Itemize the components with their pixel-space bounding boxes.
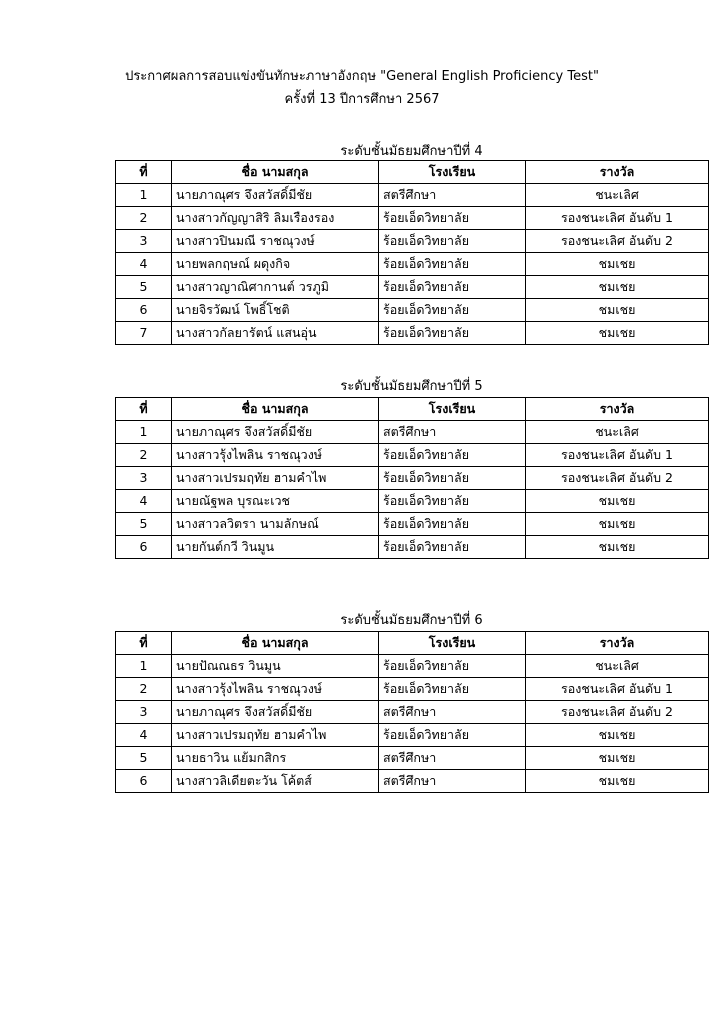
cell-name: นางสาวลิเดียตะวัน โค้ตส์ <box>172 770 379 793</box>
table-row <box>116 253 709 276</box>
table-row <box>116 299 709 322</box>
table-row <box>116 536 709 559</box>
cell-no: 6 <box>116 770 172 793</box>
cell-school: ร้อยเอ็ดวิทยาลัย <box>379 299 526 322</box>
cell-no: 3 <box>116 701 172 724</box>
column-header-award: รางวัล <box>526 161 709 184</box>
column-header-school: โรงเรียน <box>379 632 526 655</box>
column-header-award: รางวัล <box>526 398 709 421</box>
column-header-no: ที่ <box>116 398 172 421</box>
table-row <box>116 322 709 345</box>
cell-name: นายกันต์กวี วินมูน <box>172 536 379 559</box>
column-header-no: ที่ <box>116 632 172 655</box>
results-table-m6 <box>115 631 709 793</box>
cell-award: รองชนะเลิศ อันดับ 1 <box>526 678 709 701</box>
cell-school: ร้อยเอ็ดวิทยาลัย <box>379 276 526 299</box>
cell-award: ชมเชย <box>526 770 709 793</box>
cell-school: ร้อยเอ็ดวิทยาลัย <box>379 467 526 490</box>
column-header-school: โรงเรียน <box>379 161 526 184</box>
cell-award: ชมเชย <box>526 724 709 747</box>
cell-name: นายปัณณธร วินมูน <box>172 655 379 678</box>
cell-school: สตรีศึกษา <box>379 747 526 770</box>
cell-no: 2 <box>116 678 172 701</box>
cell-no: 1 <box>116 421 172 444</box>
cell-school: สตรีศึกษา <box>379 770 526 793</box>
cell-no: 3 <box>116 467 172 490</box>
cell-school: สตรีศึกษา <box>379 184 526 207</box>
column-header-school: โรงเรียน <box>379 398 526 421</box>
cell-no: 1 <box>116 184 172 207</box>
cell-award: ชมเชย <box>526 322 709 345</box>
document-title: ประกาศผลการสอบแข่งขันทักษะภาษาอังกฤษ "General English Proficiency Test" <box>125 69 599 84</box>
table-header-row <box>116 398 709 421</box>
cell-award: ชนะเลิศ <box>526 655 709 678</box>
cell-award: ชนะเลิศ <box>526 184 709 207</box>
table-row <box>116 513 709 536</box>
cell-award: ชมเชย <box>526 536 709 559</box>
table-row <box>116 701 709 724</box>
cell-name: นางสาวรุ้งไพลิน ราชณุวงษ์ <box>172 678 379 701</box>
cell-name: นายภาณุศร จึงสวัสดิ์มีชัย <box>172 701 379 724</box>
table-row <box>116 421 709 444</box>
column-header-name: ชื่อ นามสกุล <box>172 161 379 184</box>
table-header-row <box>116 632 709 655</box>
cell-award: ชมเชย <box>526 276 709 299</box>
cell-award: ชนะเลิศ <box>526 421 709 444</box>
cell-school: ร้อยเอ็ดวิทยาลัย <box>379 230 526 253</box>
section-heading-m5: ระดับชั้นมัธยมศึกษาปีที่ 5 <box>340 379 483 394</box>
document-subtitle: ครั้งที่ 13 ปีการศึกษา 2567 <box>284 92 440 107</box>
cell-school: ร้อยเอ็ดวิทยาลัย <box>379 678 526 701</box>
results-table-m5 <box>115 397 709 559</box>
cell-name: นายณัฐพล บุรณะเวช <box>172 490 379 513</box>
cell-school: ร้อยเอ็ดวิทยาลัย <box>379 490 526 513</box>
cell-no: 2 <box>116 444 172 467</box>
cell-no: 4 <box>116 724 172 747</box>
results-table-m4 <box>115 160 709 345</box>
table-row <box>116 276 709 299</box>
cell-school: สตรีศึกษา <box>379 701 526 724</box>
cell-name: นางสาวกัญญาสิริ ลิมเรืองรอง <box>172 207 379 230</box>
cell-name: นายธาวิน แย้มกสิกร <box>172 747 379 770</box>
cell-no: 1 <box>116 655 172 678</box>
cell-name: นายจิรวัฒน์ โพธิ์โชติ <box>172 299 379 322</box>
cell-school: ร้อยเอ็ดวิทยาลัย <box>379 322 526 345</box>
cell-name: นางสาวลวิตรา นามลักษณ์ <box>172 513 379 536</box>
table-header-row <box>116 161 709 184</box>
cell-award: ชมเชย <box>526 299 709 322</box>
cell-name: นางสาวกัลยารัตน์ แสนอุ่น <box>172 322 379 345</box>
table-row <box>116 490 709 513</box>
cell-no: 6 <box>116 536 172 559</box>
table-row <box>116 655 709 678</box>
cell-school: ร้อยเอ็ดวิทยาลัย <box>379 253 526 276</box>
cell-name: นางสาวเปรมฤทัย ฮามคำไพ <box>172 467 379 490</box>
table-row <box>116 770 709 793</box>
cell-school: สตรีศึกษา <box>379 421 526 444</box>
cell-award: รองชนะเลิศ อันดับ 1 <box>526 444 709 467</box>
cell-no: 5 <box>116 513 172 536</box>
cell-no: 2 <box>116 207 172 230</box>
table-row <box>116 467 709 490</box>
cell-name: นายพลกฤษณ์ ผดุงกิจ <box>172 253 379 276</box>
table-row <box>116 207 709 230</box>
cell-school: ร้อยเอ็ดวิทยาลัย <box>379 444 526 467</box>
cell-name: นายภาณุศร จึงสวัสดิ์มีชัย <box>172 421 379 444</box>
cell-award: รองชนะเลิศ อันดับ 2 <box>526 230 709 253</box>
cell-school: ร้อยเอ็ดวิทยาลัย <box>379 207 526 230</box>
cell-award: รองชนะเลิศ อันดับ 2 <box>526 701 709 724</box>
cell-no: 6 <box>116 299 172 322</box>
column-header-name: ชื่อ นามสกุล <box>172 632 379 655</box>
cell-school: ร้อยเอ็ดวิทยาลัย <box>379 724 526 747</box>
table-row <box>116 724 709 747</box>
section-heading-m6: ระดับชั้นมัธยมศึกษาปีที่ 6 <box>340 613 483 628</box>
table-row <box>116 678 709 701</box>
table-row <box>116 444 709 467</box>
cell-no: 5 <box>116 747 172 770</box>
cell-award: รองชนะเลิศ อันดับ 2 <box>526 467 709 490</box>
cell-award: ชมเชย <box>526 253 709 276</box>
cell-no: 3 <box>116 230 172 253</box>
cell-award: ชมเชย <box>526 490 709 513</box>
cell-award: ชมเชย <box>526 747 709 770</box>
cell-name: นายภาณุศร จึงสวัสดิ์มีชัย <box>172 184 379 207</box>
cell-no: 5 <box>116 276 172 299</box>
column-header-award: รางวัล <box>526 632 709 655</box>
column-header-name: ชื่อ นามสกุล <box>172 398 379 421</box>
cell-no: 7 <box>116 322 172 345</box>
cell-school: ร้อยเอ็ดวิทยาลัย <box>379 655 526 678</box>
table-row <box>116 184 709 207</box>
cell-award: ชมเชย <box>526 513 709 536</box>
column-header-no: ที่ <box>116 161 172 184</box>
cell-no: 4 <box>116 253 172 276</box>
cell-name: นางสาวเปรมฤทัย ฮามคำไพ <box>172 724 379 747</box>
table-row <box>116 230 709 253</box>
cell-school: ร้อยเอ็ดวิทยาลัย <box>379 513 526 536</box>
cell-school: ร้อยเอ็ดวิทยาลัย <box>379 536 526 559</box>
table-row <box>116 747 709 770</box>
section-heading-m4: ระดับชั้นมัธยมศึกษาปีที่ 4 <box>340 144 483 159</box>
cell-award: รองชนะเลิศ อันดับ 1 <box>526 207 709 230</box>
cell-name: นางสาวญาณิศากานต์ วรภูมิ <box>172 276 379 299</box>
cell-name: นางสาวปินมณี ราชณุวงษ์ <box>172 230 379 253</box>
cell-no: 4 <box>116 490 172 513</box>
cell-name: นางสาวรุ้งไพลิน ราชณุวงษ์ <box>172 444 379 467</box>
